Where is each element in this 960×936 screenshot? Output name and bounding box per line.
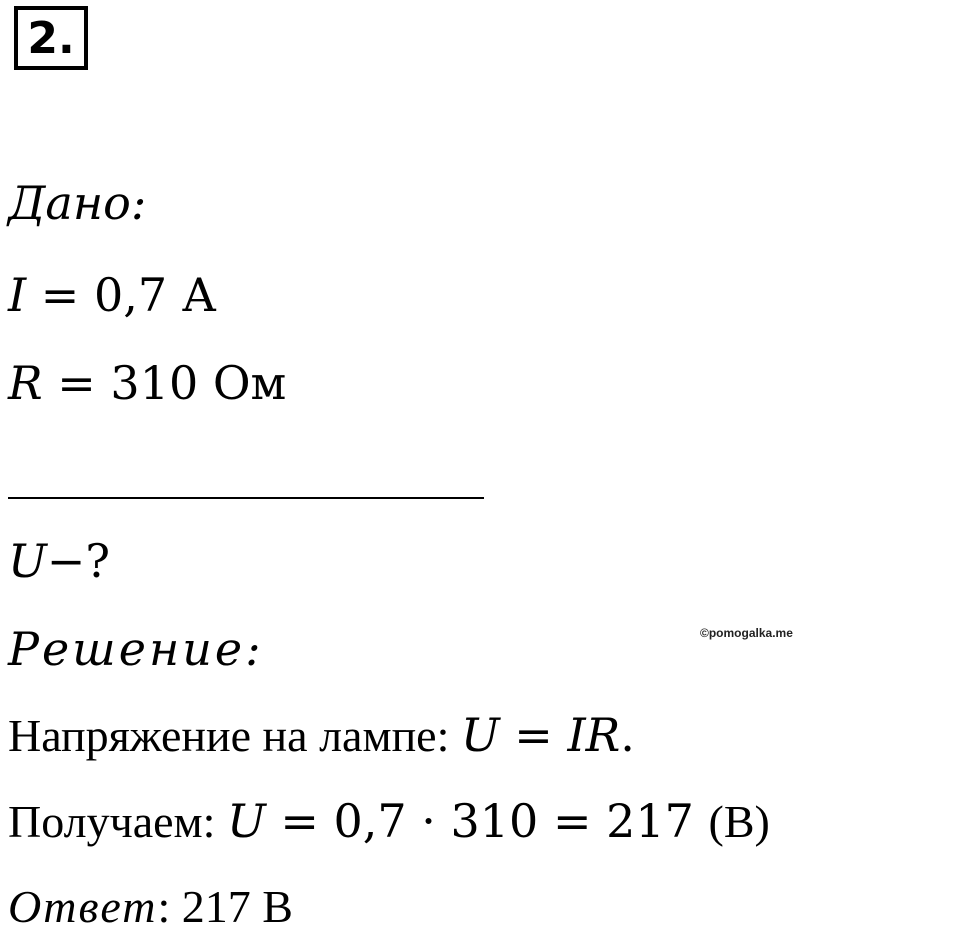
find-unknown (8, 534, 110, 588)
answer-label: Ответ (8, 881, 158, 932)
given-resistance-value: = 310 Ом (42, 356, 287, 410)
solution-line-1 (8, 708, 635, 762)
given-resistance (8, 356, 287, 410)
answer-value: 217 В (181, 881, 293, 932)
solution-label: Решение: (8, 622, 264, 676)
answer-line (8, 881, 293, 932)
given-label: Дано: (8, 176, 147, 230)
problem-number: 2. (14, 6, 88, 70)
solution-line-2-unit: (В) (708, 796, 770, 847)
watermark: ©pomogalka.me (700, 626, 793, 640)
given-current-var: I (8, 268, 27, 322)
solution-line-2-text: Получаем: (8, 796, 227, 847)
answer-colon: : (157, 881, 182, 932)
given-current (8, 268, 217, 322)
solution-line-1-var: U (460, 708, 500, 762)
given-current-value: = 0,7 А (26, 268, 217, 322)
solution-line-1-formula: IR (567, 708, 621, 762)
solution-line-2-var: U (226, 794, 266, 848)
solution-line-2 (8, 794, 770, 848)
given-resistance-var: R (8, 356, 43, 410)
find-question: −? (46, 534, 110, 588)
solution-line-2-calc: = 0,7 · 310 = 217 (265, 794, 709, 848)
solution-line-1-text: Напряжение на лампе: (8, 710, 461, 761)
solution-line-1-end: . (620, 708, 635, 762)
divider-line (8, 497, 484, 499)
find-var: U (8, 534, 47, 588)
solution-line-1-eq: = (499, 708, 568, 762)
